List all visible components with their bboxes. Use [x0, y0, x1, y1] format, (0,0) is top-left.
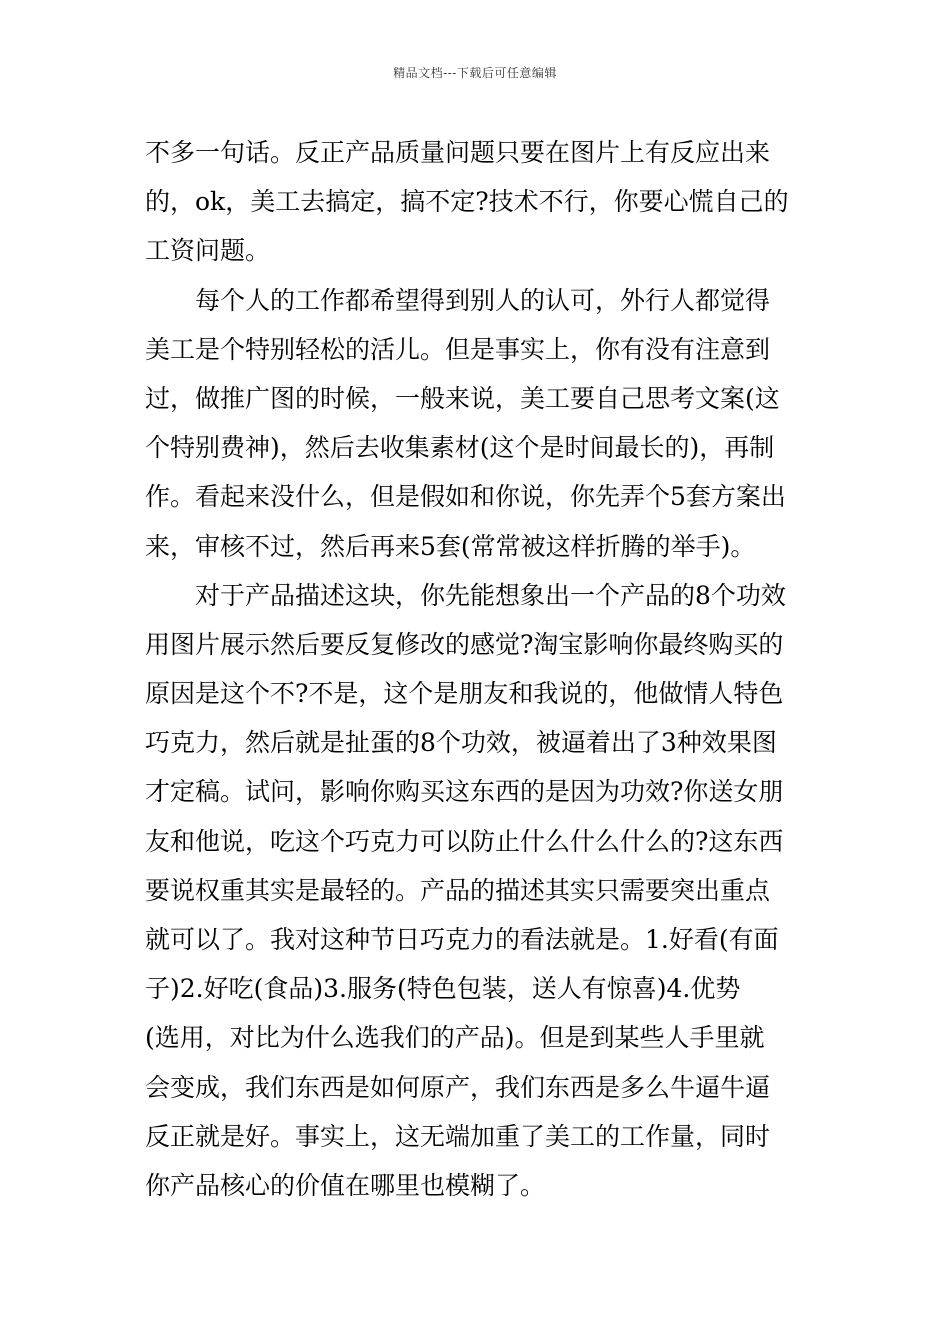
- text-line: 就可以了。我对这种节日巧克力的看法就是。1.好看(有面: [145, 925, 779, 954]
- text-line: 原因是这个不?不是，这个是朋友和我说的，他做情人特色: [145, 679, 784, 709]
- text-line: 工资问题。: [145, 236, 271, 266]
- text-line: 个特别费神)，然后去收集素材(这个是时间最长的)，再制: [145, 433, 775, 463]
- text-line: 巧克力，然后就是扯蛋的8个功效，被逼着出了3种效果图: [145, 728, 777, 758]
- text-line: 来，审核不过，然后再来5套(常常被这样折腾的举手)。: [145, 531, 756, 561]
- text-line: 美工是个特别轻松的活儿。但是事实上，你有没有注意到: [145, 334, 771, 364]
- text-line: 你产品核心的价值在哪里也模糊了。: [145, 1170, 546, 1200]
- text-line: 不多一句话。反正产品质量问题只要在图片上有反应出来: [145, 138, 771, 167]
- document-body: [145, 128, 813, 1210]
- text-line: 对于产品描述这块，你先能想象出一个产品的8个功效: [195, 580, 786, 610]
- text-line: 的，ok，美工去搞定，搞不定?技术不行，你要心慌自己的: [145, 187, 789, 217]
- text-line: 反正就是好。事实上，这无端加重了美工的工作量，同时: [145, 1121, 771, 1151]
- text-line: 过，做推广图的时候，一般来说，美工要自己思考文案(这: [145, 383, 780, 413]
- text-line: 每个人的工作都希望得到别人的认可，外行人都觉得: [195, 285, 771, 315]
- text-line: 子)2.好吃(食品)3.服务(特色包装，送人有惊喜)4.优势: [145, 974, 741, 1004]
- text-line: 要说权重其实是最轻的。产品的描述其实只需要突出重点: [145, 875, 771, 905]
- text-line: (选用，对比为什么选我们的产品)。但是到某些人手里就: [145, 1023, 765, 1053]
- text-line: 用图片展示然后要反复修改的感觉?淘宝影响你最终购买的: [145, 629, 784, 659]
- page-header: 精品文档---下载后可任意编辑: [393, 66, 557, 80]
- text-line: 作。看起来没什么，但是假如和你说，你先弄个5套方案出: [145, 482, 786, 512]
- text-line: 会变成，我们东西是如何原产，我们东西是多么牛逼牛逼: [145, 1072, 771, 1102]
- text-line: 友和他说，吃这个巧克力可以防止什么什么什么的?这东西: [145, 826, 784, 856]
- text-line: 才定稿。试问，影响你购买这东西的是因为功效?你送女朋: [145, 777, 784, 807]
